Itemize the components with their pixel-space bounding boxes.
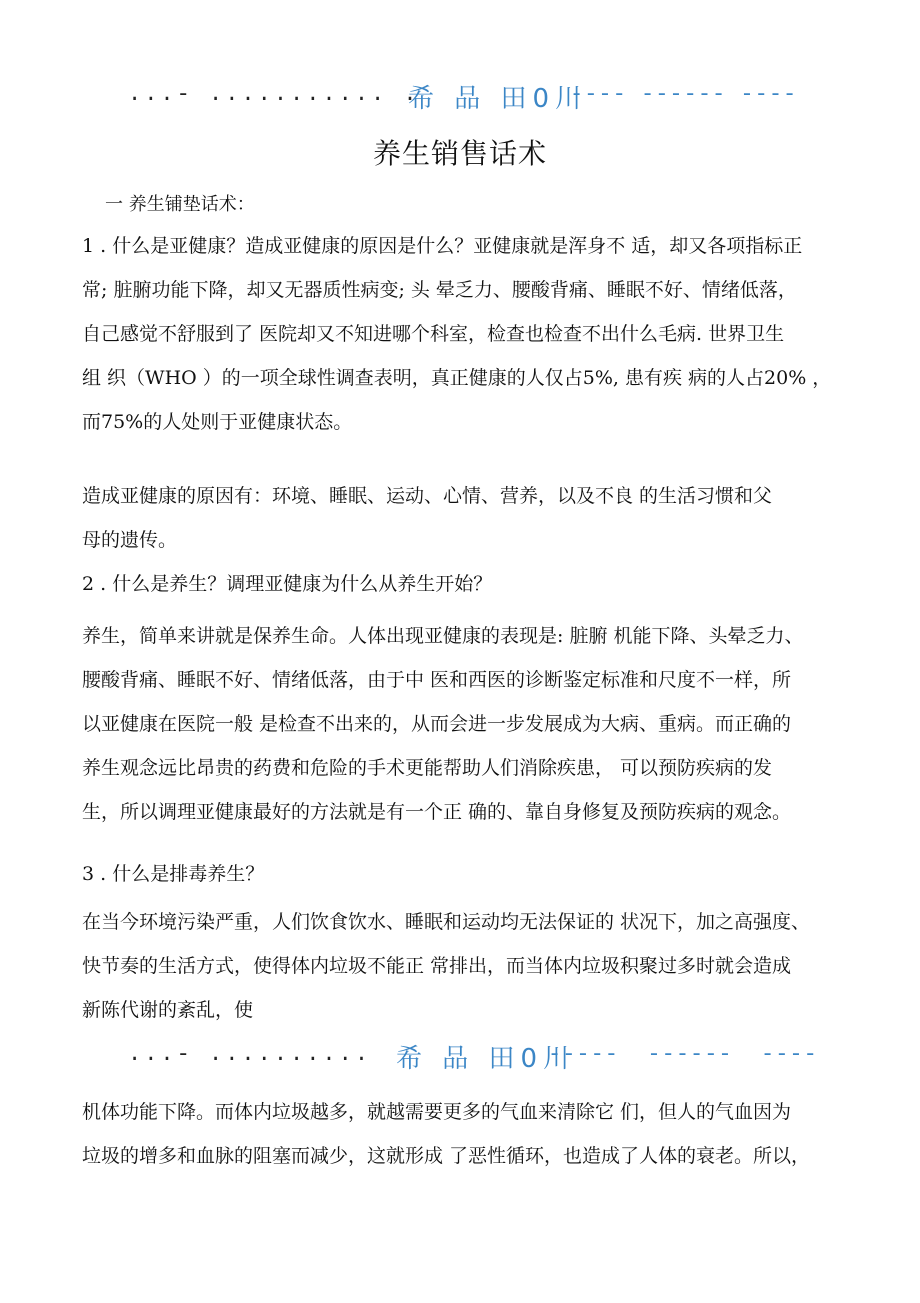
section-heading: 一 养生铺垫话术： xyxy=(105,194,255,215)
paragraph-4 xyxy=(82,900,852,1032)
paragraph-line: 生，所以调理亚健康最好的方法就是有一个正 确的、靠自身修复及预防疾病的观念。 xyxy=(82,801,792,823)
question-line: 2 . 什么是养生？调理亚健康为什么从养生开始？ xyxy=(82,573,493,595)
paragraph-1 xyxy=(82,224,852,444)
document-title: 养生销售话术 xyxy=(372,137,547,170)
paragraph-5 xyxy=(82,1090,852,1178)
paragraph-line: 母的遗传。 xyxy=(82,529,178,551)
paragraph-line: 养生观念远比昂贵的药费和危险的手术更能帮助人们消除疾患， 可以预防疾病的发 xyxy=(82,757,773,779)
header-brand: 希 品 田0川 xyxy=(396,1044,576,1074)
header-dashes: ----- ------ ---- xyxy=(548,1042,818,1067)
paragraph-line: 垃圾的增多和血脉的阻塞而减少，这就形成 了恶性循环，也造成了人体的衰老。所以， xyxy=(82,1145,811,1167)
paragraph-line: 常; 脏腑功能下降，却又无器质性病变; 头 晕乏力、腰酸背痛、睡眠不好、情绪低落， xyxy=(82,279,797,301)
paragraph-2 xyxy=(82,474,852,562)
header-dashes: ---- ------ ---- xyxy=(570,82,798,107)
paragraph-line: 快节奏的生活方式，使得体内垃圾不能正 常排出，而当体内垃圾积聚过多时就会造成 xyxy=(82,955,792,977)
paragraph-line: 养生，简单来讲就是保养生命。人体出现亚健康的表现是: 脏腑 机能下降、头晕乏力、 xyxy=(82,625,804,647)
paragraph-line: 在当今环境污染严重，人们饮食饮水、睡眠和运动均无法保证的 状况下，加之高强度、 xyxy=(82,911,811,933)
paragraph-line: 组 织（WHO ）的一项全球性调查表明，真正健康的人仅占5%, 患有疾 病的人占20% ， xyxy=(82,367,832,389)
header-brand: 希 品 田0川 xyxy=(408,84,588,114)
header-dots: ...- ........... . xyxy=(128,82,420,107)
page-header-repeat xyxy=(0,1038,920,1078)
paragraph-3 xyxy=(82,614,852,834)
question-3 xyxy=(82,852,852,896)
paragraph-line: 以亚健康在医院一般 是检查不出来的，从而会进一步发展成为大病、重病。而正确的 xyxy=(82,713,792,735)
paragraph-line: 1 . 什么是亚健康？造成亚健康的原因是什么？亚健康就是浑身不 适，却又各项指标正 xyxy=(82,235,803,257)
header-dots: ...- .......... xyxy=(128,1042,372,1067)
question-2 xyxy=(82,562,852,606)
page-header xyxy=(0,78,920,118)
paragraph-line: 而75%的人处则于亚健康状态。 xyxy=(82,411,353,433)
question-line: 3 . 什么是排毒养生？ xyxy=(82,863,265,885)
paragraph-line: 腰酸背痛、睡眠不好、情绪低落，由于中 医和西医的诊断鉴定标准和尺度不一样，所 xyxy=(82,669,792,691)
paragraph-line: 造成亚健康的原因有：环境、睡眠、运动、心情、营养，以及不良 的生活习惯和父 xyxy=(82,485,773,507)
paragraph-line: 机体功能下降。而体内垃圾越多，就越需要更多的气血来清除它 们，但人的气血因为 xyxy=(82,1101,792,1123)
paragraph-line: 自己感觉不舒服到了 医院却又不知进哪个科室，检查也检查不出什么毛病. 世界卫生 xyxy=(82,323,785,345)
paragraph-line: 新陈代谢的紊乱，使 xyxy=(82,999,254,1021)
